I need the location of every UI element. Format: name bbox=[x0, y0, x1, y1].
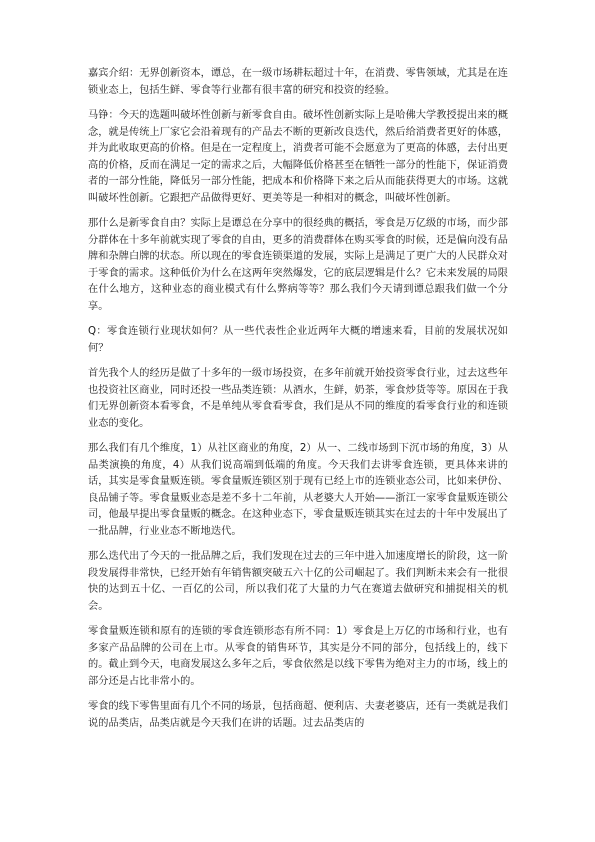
paragraph-question: Q：零食连锁行业现状如何？从一些代表性企业近两年大概的增速来看，目前的发展状况如何？ bbox=[88, 326, 508, 354]
paragraph-snack-freedom: 那什么是新零食自由？实际上是谭总在分享中的很经典的概括，零食是万亿级的市场，而少部分群体在十多年前就实现了零食的自由，更多的消费群体在购买零食的时候，还是偏向没有品牌和杂牌白牌的状态。所以现在的零食连锁渠道的发展，实际上是满足了更广大的人民群众对于零食的需求。这种低价为什么在这两年突然爆发，它的底层逻辑是什么？它未来发展的局限在什么地方，这种业态的商业模式有什么弊病等等？那么我们今天请到谭总跟我们做一个分享。 bbox=[88, 218, 508, 312]
paragraph-acceleration: 那么迭代出了今天的一批品牌之后，我们发现在过去的三年中进入加速度增长的阶段，这一阶段发展得非常快，已经开始有年销售额突破五六十亿的公司崛起了。我们判断未来会有一批很快的达到五十亿、一百亿的公司，所以我们花了大量的力气在赛道去做研究和捕捉相关的机会。 bbox=[88, 551, 508, 612]
paragraph-offline-scenarios: 零食的线下零售里面有几个不同的场景，包括商超、便利店、夫妻老婆店，还有一类就是我们说的品类店，品类店就是今天我们在讲的话题。过去品类店的 bbox=[88, 701, 508, 729]
paragraph-differences: 零食量贩连锁和原有的连锁的零食连锁形态有所不同：1）零食是上万亿的市场和行业，也有多家产品品牌的公司在上市。从零食的销售环节，其实是分不同的部分，包括线上的，线下的。截止到今天，电商发展这么多年之后，零食依然是以线下零售为绝对主力的市场，线上的部分还是占比非常小的。 bbox=[88, 626, 508, 687]
paragraph-guest-intro: 嘉宾介绍：无界创新资本，谭总，在一级市场耕耘超过十年，在消费、零售领域，尤其是在连锁业态上，包括生鲜、零食等行业都有很丰富的研究和投资的经验。 bbox=[88, 68, 508, 96]
paragraph-answer-experience: 首先我个人的经历是做了十多年的一级市场投资，在多年前就开始投资零食行业，过去这些年也投资社区商业，同时还投一些品类连锁：从酒水，生鲜，奶茶，零食炒货等等。原因在于我们无界创新资本看零食，不是单纯从零食看零食，我们是从不同的维度的看零食行业的和连锁业态的变化。 bbox=[88, 368, 508, 429]
paragraph-dimensions: 那么我们有几个维度，1）从社区商业的角度，2）从一、二线市场到下沉市场的角度，3）从品类演换的角度，4）从我们说高端到低端的角度。今天我们去讲零食连锁，更具体来讲的话，其实是零食量贩连锁。零食量贩连锁区别于现有已经上市的连锁业态公司，比如来伊份、良品铺子等。零食量贩业态是差不多十二年前，从老婆大人开始——浙江一家零食量贩连锁公司，他最早提出零食量贩的概念。在这种业态下，零食量贩连锁其实在过去的十年中发展出了一批品牌，行业业态不断地迭代。 bbox=[88, 443, 508, 537]
document-body bbox=[88, 66, 508, 732]
paragraph-host-topic: 马铮：今天的选题叫破坏性创新与新零食自由。破坏性创新实际上是哈佛大学教授提出来的概念，就是传统上厂家它会沿着现有的产品去不断的更新改良迭代，然后给消费者更好的体感，并为此收取更高的价格。但是在一定程度上，消费者可能不会愿意为了更高的体感，去付出更高的价格，反而在满足一定的需求之后，大幅降低价格甚至在牺牲一部分的性能下，保证消费者的一部分性能，降低另一部分性能，把成本和价格降下来之后从而能获得更大的市场。这就叫破坏性创新。它跟把产品做得更好、更美等是一种相对的概念，叫破坏性创新。 bbox=[88, 110, 508, 204]
